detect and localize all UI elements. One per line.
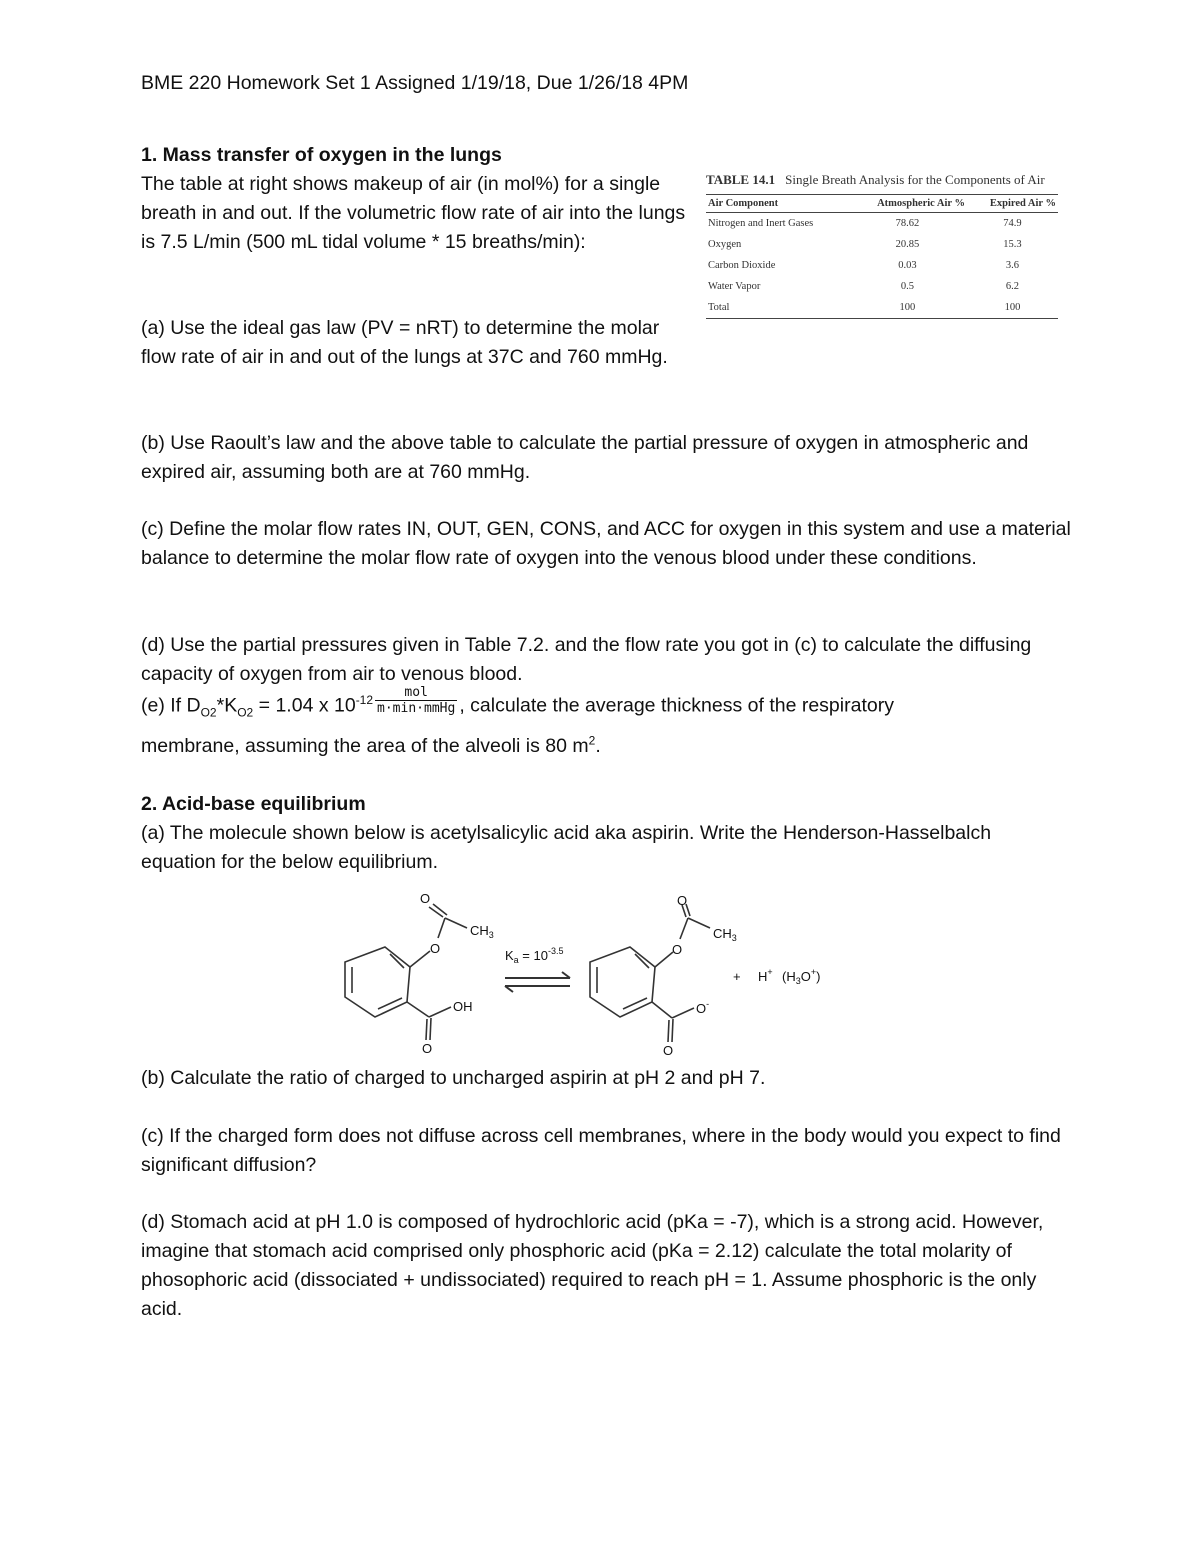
table-row — [706, 234, 1058, 255]
plus-sign: + — [733, 969, 741, 984]
proton-label: H+ — [758, 967, 773, 984]
q1e-sup: 2 — [588, 733, 596, 748]
q2a-text: (a) The molecule shown below is acetylsalicylic acid aka aspirin. Write the Henderson-Hasselbalch equation for the below equilibrium. — [141, 822, 992, 873]
table-cell: 15.3 — [1003, 239, 1022, 250]
ester-o-right: O — [672, 942, 683, 957]
table-cell: Oxygen — [708, 239, 742, 250]
q1e-line2-text: membrane, assuming the area of the alveoli is 80 m — [141, 735, 589, 757]
table-cell: Nitrogen and Inert Gases — [708, 218, 814, 229]
q2d-text: (d) Stomach acid at pH 1.0 is composed of hydrochloric acid (pKa = -7), which is a strong acid. However, imagine that stomach acid comprised only phosphoric acid (pKa = 2.12) calculate the total molarity of phosophoric acid (dissociated + undissociated) required to reach pH = 1. Assume phosphoric is the only acid. — [141, 1211, 1044, 1320]
table-cell: 100 — [848, 297, 967, 319]
aspirin-equilibrium-diagram — [330, 890, 870, 1060]
table-row — [706, 213, 1058, 235]
benzene-ring-left — [345, 947, 410, 1017]
table-header-row — [706, 195, 1058, 213]
q1d-text: (d) Use the partial pressures given in Table 7.2. and the flow rate you got in (c) to calculate the diffusing capacity of oxygen from air to venous blood. — [141, 634, 1032, 685]
q1b-text: (b) Use Raoult’s law and the above table to calculate the partial pressure of oxygen in atmospheric and expired air, assuming both are at 760 mmHg. — [141, 432, 1029, 483]
table-cell: 74.9 — [1003, 218, 1022, 229]
q2b-text: (b) Calculate the ratio of charged to uncharged aspirin at pH 2 and pH 7. — [141, 1067, 766, 1089]
q1-heading: 1. Mass transfer of oxygen in the lungs — [141, 144, 502, 166]
fraction-denominator: m·min·mmHg — [377, 701, 456, 716]
hydronium-label: $(H_3O^+)$ — [782, 967, 821, 986]
methyl-right: $CH_3$ — [713, 926, 737, 943]
table-cell: Water Vapor — [708, 281, 761, 292]
q1e-line1 — [141, 685, 894, 722]
q1a-text: (a) Use the ideal gas law (PV = nRT) to determine the molar flow rate of air in and out of the lungs at 37C and 760 mmHg. — [141, 317, 668, 368]
q1e-prefix: (e) If D — [141, 694, 201, 717]
air-composition-table — [706, 172, 1058, 319]
q1e-exponent: -12 — [355, 693, 374, 708]
table-caption — [706, 172, 1058, 188]
table-cell: 78.62 — [895, 218, 920, 229]
table-row — [706, 297, 1058, 319]
q1-intro: The table at right shows makeup of air (in mol%) for a single breath in and out. If the volumetric flow rate of air into the lungs is 7.5 L/min (500 mL tidal volume * 15 breaths/min): — [141, 173, 686, 253]
table-header-cell: Expired Air % — [967, 195, 1058, 213]
q1e-line2 — [141, 732, 601, 761]
table-row — [706, 255, 1058, 276]
table-label: TABLE 14.1 — [706, 172, 776, 187]
q1e-mid1: *K — [216, 694, 238, 717]
carboxyl-o-right: O — [663, 1043, 674, 1058]
table-cell: 6.2 — [1005, 281, 1020, 292]
q2-heading: 2. Acid-base equilibrium — [141, 793, 366, 815]
q1e-suffix: , calculate the average thickness of the respiratory — [459, 694, 894, 717]
page-title: BME 220 Homework Set 1 Assigned 1/19/18, Due 1/26/18 4PM — [141, 72, 689, 94]
benzene-ring-right — [590, 947, 655, 1017]
table-cell: Carbon Dioxide — [708, 260, 776, 271]
table-cell: 0.03 — [898, 260, 917, 271]
hydroxyl-label: OH — [453, 999, 473, 1014]
q1e-end: . — [595, 735, 601, 757]
table-header-cell: Air Component — [706, 195, 848, 213]
carbonyl-o-left: O — [420, 891, 431, 906]
q1e-sub2: O2 — [237, 705, 254, 720]
fraction-numerator: mol — [375, 685, 457, 701]
table-cell: Total — [706, 297, 848, 319]
q1e-mid2: = 1.04 x 10 — [253, 694, 356, 717]
carbonyl-o-right: O — [677, 893, 688, 908]
ka-label: $K_a = 10^{-3.5}$ — [505, 946, 564, 965]
table-caption-text: Single Breath Analysis for the Components of Air — [785, 172, 1045, 187]
ester-o-left: O — [430, 941, 441, 956]
table-header-cell: Atmospheric Air % — [848, 195, 967, 213]
table-row — [706, 276, 1058, 297]
carboxylate-label: O- — [696, 999, 710, 1016]
table-cell: 100 — [967, 297, 1058, 319]
table-cell: 3.6 — [1005, 260, 1020, 271]
units-fraction — [375, 685, 457, 716]
methyl-left: $CH_3$ — [470, 923, 494, 940]
carboxyl-o-left: O — [422, 1041, 433, 1056]
table-cell: 20.85 — [895, 239, 920, 250]
q1c-text: (c) Define the molar flow rates IN, OUT, GEN, CONS, and ACC for oxygen in this system and use a material balance to determine the molar flow rate of oxygen into the venous blood under these conditions. — [141, 518, 1071, 569]
q2c-text: (c) If the charged form does not diffuse across cell membranes, where in the body would you expect to find significant diffusion? — [141, 1125, 1061, 1176]
q1e-sub1: O2 — [200, 705, 217, 720]
table-cell: 0.5 — [900, 281, 914, 292]
